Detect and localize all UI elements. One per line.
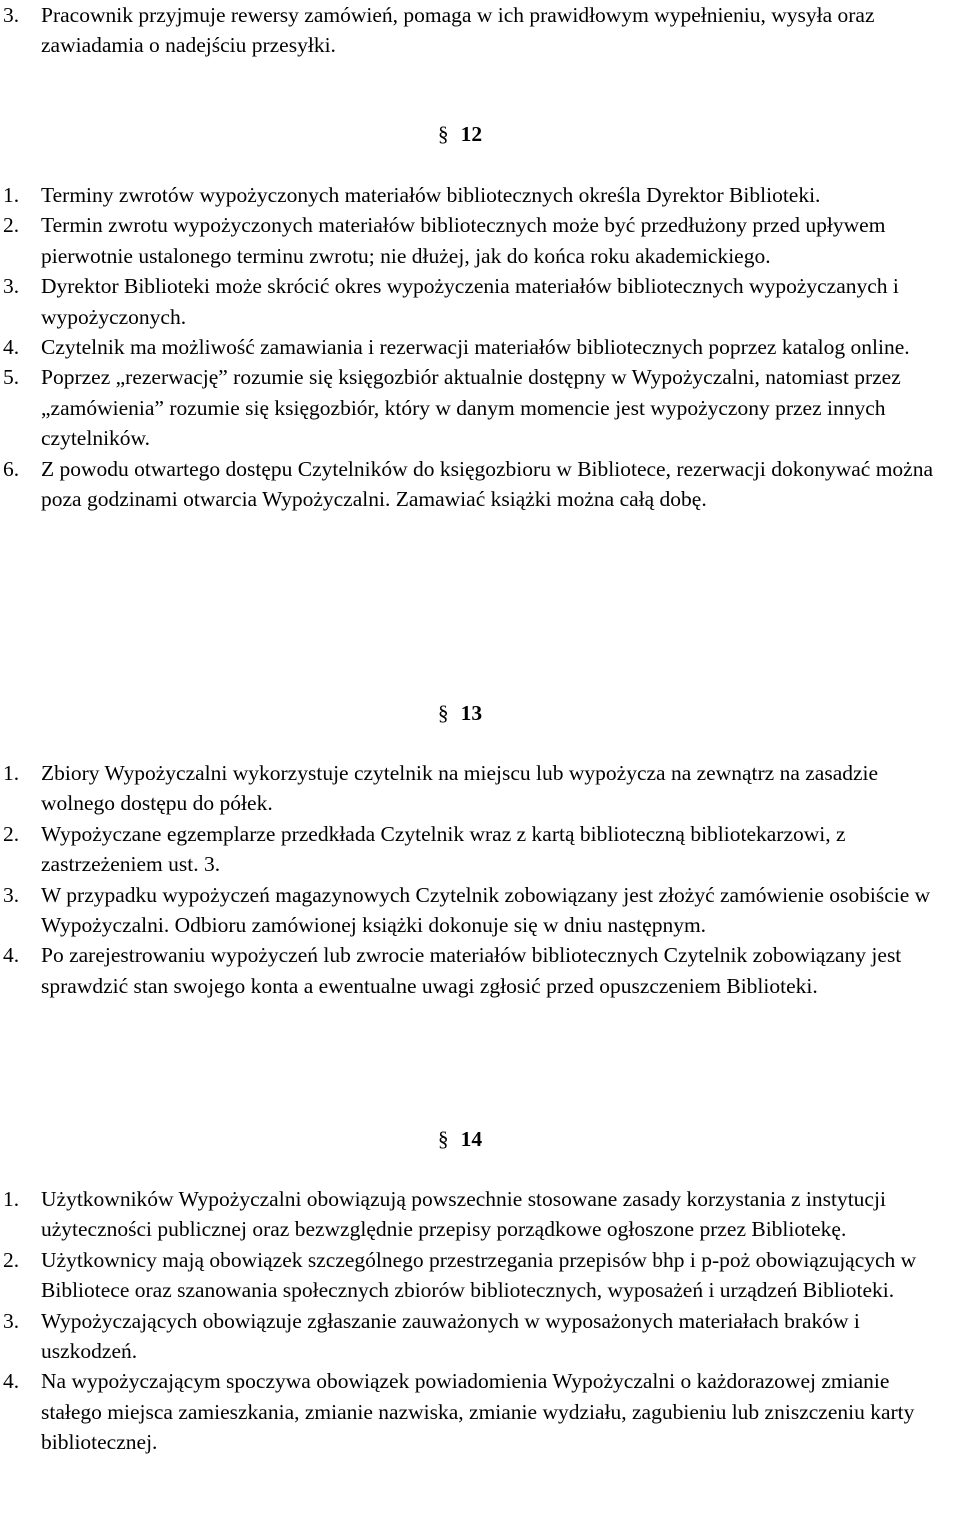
list-item <box>0 819 960 880</box>
section-13-heading <box>0 698 920 728</box>
item-number: 6. <box>3 456 20 481</box>
section-14-heading <box>0 1124 920 1154</box>
item-text: Zbiory Wypożyczalni wykorzystuje czytelnik na miejscu lub wypożycza na zewnątrz na zasadzie wolnego dostępu do półek. <box>41 761 879 816</box>
section-number: 13 <box>460 701 483 725</box>
item-text: W przypadku wypożyczeń magazynowych Czytelnik zobowiązany jest złożyć zamówienie osobiście w Wypożyczalni. Odbioru zamówionej książki dokonuje się w dniu następnym. <box>41 882 931 938</box>
list-item <box>0 1184 960 1245</box>
item-number: 3. <box>3 274 20 299</box>
item-text: Wypożyczających obowiązuje zgłaszanie zauważonych w wyposażonych materiałach braków i uszkodzeń. <box>41 1308 860 1364</box>
item-text: Czytelnik ma możliwość zamawiania i rezerwacji materiałów bibliotecznych poprzez katalog online. <box>41 335 910 360</box>
section-14-list <box>0 1184 960 1458</box>
section-11-tail <box>0 0 960 61</box>
item-text: Termin zwrotu wypożyczonych materiałów bibliotecznych może być przedłużony przed upływem pierwotnie ustalonego terminu zwrotu; nie dłużej, jak do końca roku akademickiego. <box>41 213 886 268</box>
list-item <box>0 758 960 819</box>
section-12-heading <box>0 119 920 149</box>
item-number: 3. <box>3 882 20 907</box>
section-symbol: § <box>437 122 449 146</box>
list-item <box>0 210 960 271</box>
section-symbol: § <box>437 1127 449 1151</box>
item-text: Użytkownicy mają obowiązek szczególnego przestrzegania przepisów bhp i p-poż obowiązujących w Bibliotece oraz szanowania społecznych zbiorów bibliotecznych, wyposażeń i urządzeń Biblioteki. <box>41 1247 917 1303</box>
item-number: 5. <box>3 365 20 390</box>
list-item <box>0 454 960 515</box>
item-text: Terminy zwrotów wypożyczonych materiałów bibliotecznych określa Dyrektor Biblioteki. <box>41 183 821 207</box>
item-text: Na wypożyczającym spoczywa obowiązek powiadomienia Wypożyczalni o każdorazowej zmianie stałego miejsca zamieszkania, zmianie nazwiska, zmianie wydziału, zagubieniu lub zniszczeniu karty bibliotecznej. <box>41 1369 915 1455</box>
item-text: Z powodu otwartego dostępu Czytelników do księgozbioru w Bibliotece, rezerwacji dokonywać można poza godzinami otwarcia Wypożyczalni. Zamawiać książki można całą dobę. <box>41 456 934 512</box>
item-number: 1. <box>3 1187 20 1211</box>
section-13-list <box>0 758 960 1001</box>
section-symbol: § <box>437 701 449 725</box>
list-item <box>0 271 960 332</box>
item-text: Po zarejestrowaniu wypożyczeń lub zwrocie materiałów bibliotecznych Czytelnik zobowiązany jest sprawdzić stan swojego konta a ewentualne uwagi zgłosić przed opuszczeniem Biblioteki. <box>41 943 902 998</box>
list-item <box>0 880 960 941</box>
item-text: Wypożyczane egzemplarze przedkłada Czytelnik wraz z kartą biblioteczną bibliotekarzowi, z zastrzeżeniem ust. 3. <box>41 821 846 877</box>
item-number: 4. <box>3 335 20 360</box>
list-item <box>0 1245 960 1306</box>
item-number: 2. <box>3 1247 20 1272</box>
section-number: 12 <box>460 122 483 146</box>
item-text: Dyrektor Biblioteki może skrócić okres wypożyczenia materiałów bibliotecznych wypożyczanych i wypożyczonych. <box>41 274 899 329</box>
item-number: 4. <box>3 1369 20 1394</box>
item-number: 3. <box>3 1308 20 1333</box>
list-item <box>0 332 960 362</box>
list-item <box>0 362 960 453</box>
item-number: 1. <box>3 761 20 785</box>
section-number: 14 <box>460 1127 483 1151</box>
list-item <box>0 0 960 61</box>
item-number: 3. <box>3 3 20 27</box>
item-text: Pracownik przyjmuje rewersy zamówień, pomaga w ich prawidłowym wypełnieniu, wysyła oraz zawiadamia o nadejściu przesyłki. <box>41 3 875 58</box>
item-number: 2. <box>3 821 20 846</box>
list-item <box>0 1306 960 1367</box>
list-item <box>0 180 960 210</box>
item-number: 1. <box>3 183 20 207</box>
list-item <box>0 940 960 1001</box>
item-number: 4. <box>3 943 20 968</box>
item-text: Poprzez „rezerwację” rozumie się księgozbiór aktualnie dostępny w Wypożyczalni, natomiast przez „zamówienia” rozumie się księgozbiór, który w danym momencie jest wypożyczony przez innych czytelników. <box>41 365 901 451</box>
list-item <box>0 1366 960 1457</box>
item-number: 2. <box>3 213 20 238</box>
section-12-list <box>0 180 960 514</box>
item-text: Użytkowników Wypożyczalni obowiązują powszechnie stosowane zasady korzystania z instytucji użyteczności publicznej oraz bezwzględnie przepisy porządkowe ogłoszone przez Bibliotekę. <box>41 1187 886 1242</box>
